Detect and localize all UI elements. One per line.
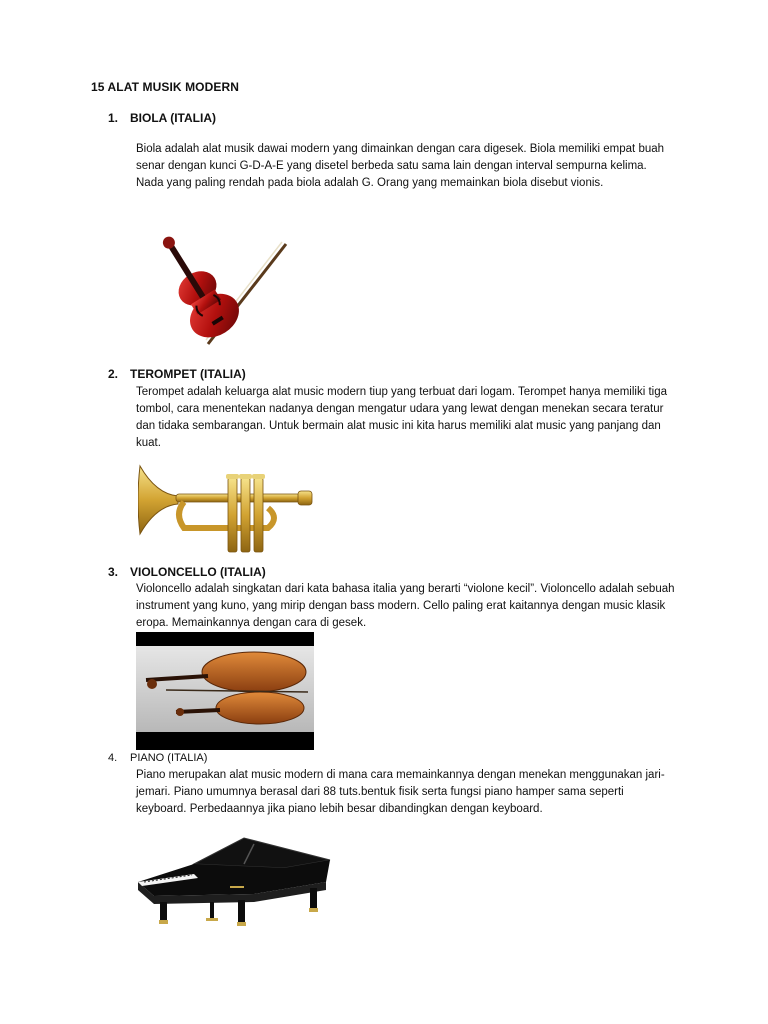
- section-text-violoncello: Violoncello adalah singkatan dari kata bahasa italia yang berarti “violone kecil”. Violoncello adalah sebuah instrument yang kuno, yang mirip dengan bass modern. Cello paling erat kaitannya dengan music klasik eropa. Memainkannya dengan cara di gesek.: [136, 583, 675, 629]
- section-text-biola: Biola adalah alat musik dawai modern yang dimainkan dengan cara digesek. Biola memiliki empat buah senar dengan kunci G-D-A-E yang disetel berbeda satu sama lain dengan interval sempurna kelima. Nada yang paling rendah pada biola adalah G. Orang yang memainkan biola disebut vionis.: [136, 143, 665, 189]
- section-number: 3.: [108, 565, 119, 579]
- section-heading-piano: [108, 752, 207, 764]
- section-number: 2.: [108, 367, 119, 381]
- section-heading-violoncello: [108, 565, 266, 579]
- section-heading-terompet: [108, 367, 246, 381]
- section-number: 4.: [108, 752, 118, 764]
- violin-image: [136, 222, 292, 354]
- section-number: 1.: [108, 111, 119, 125]
- cello-image: [136, 632, 314, 750]
- document-title: 15 ALAT MUSIK MODERN: [91, 80, 240, 94]
- section-text-piano: Piano merupakan alat music modern di mana cara memainkannya dengan menekan menggunakan jari-jemari. Piano umumnya berasal dari 88 tuts.bentuk fisik serta fungsi piano hamper sama seperti keyboard. Perbedaannya jika piano lebih besar dibandingkan dengan keyboard.: [136, 769, 665, 815]
- section-title: VIOLONCELLO (ITALIA): [130, 565, 266, 579]
- section-title: TEROMPET (ITALIA): [130, 367, 246, 381]
- piano-image: [134, 834, 332, 934]
- section-heading-biola: [108, 111, 216, 125]
- section-title: PIANO (ITALIA): [130, 752, 208, 764]
- trumpet-image: [138, 456, 314, 560]
- section-title: BIOLA (ITALIA): [130, 111, 216, 125]
- section-text-terompet: Terompet adalah keluarga alat music modern tiup yang terbuat dari logam. Terompet hanya memiliki tiga tombol, cara menentekan nadanya dengan mengatur udara yang lewat dengan menekan secara teratur dan tidaka sembarangan. Untuk bermain alat music ini kita harus memiliki alat music yang panjang dan kuat.: [136, 386, 667, 449]
